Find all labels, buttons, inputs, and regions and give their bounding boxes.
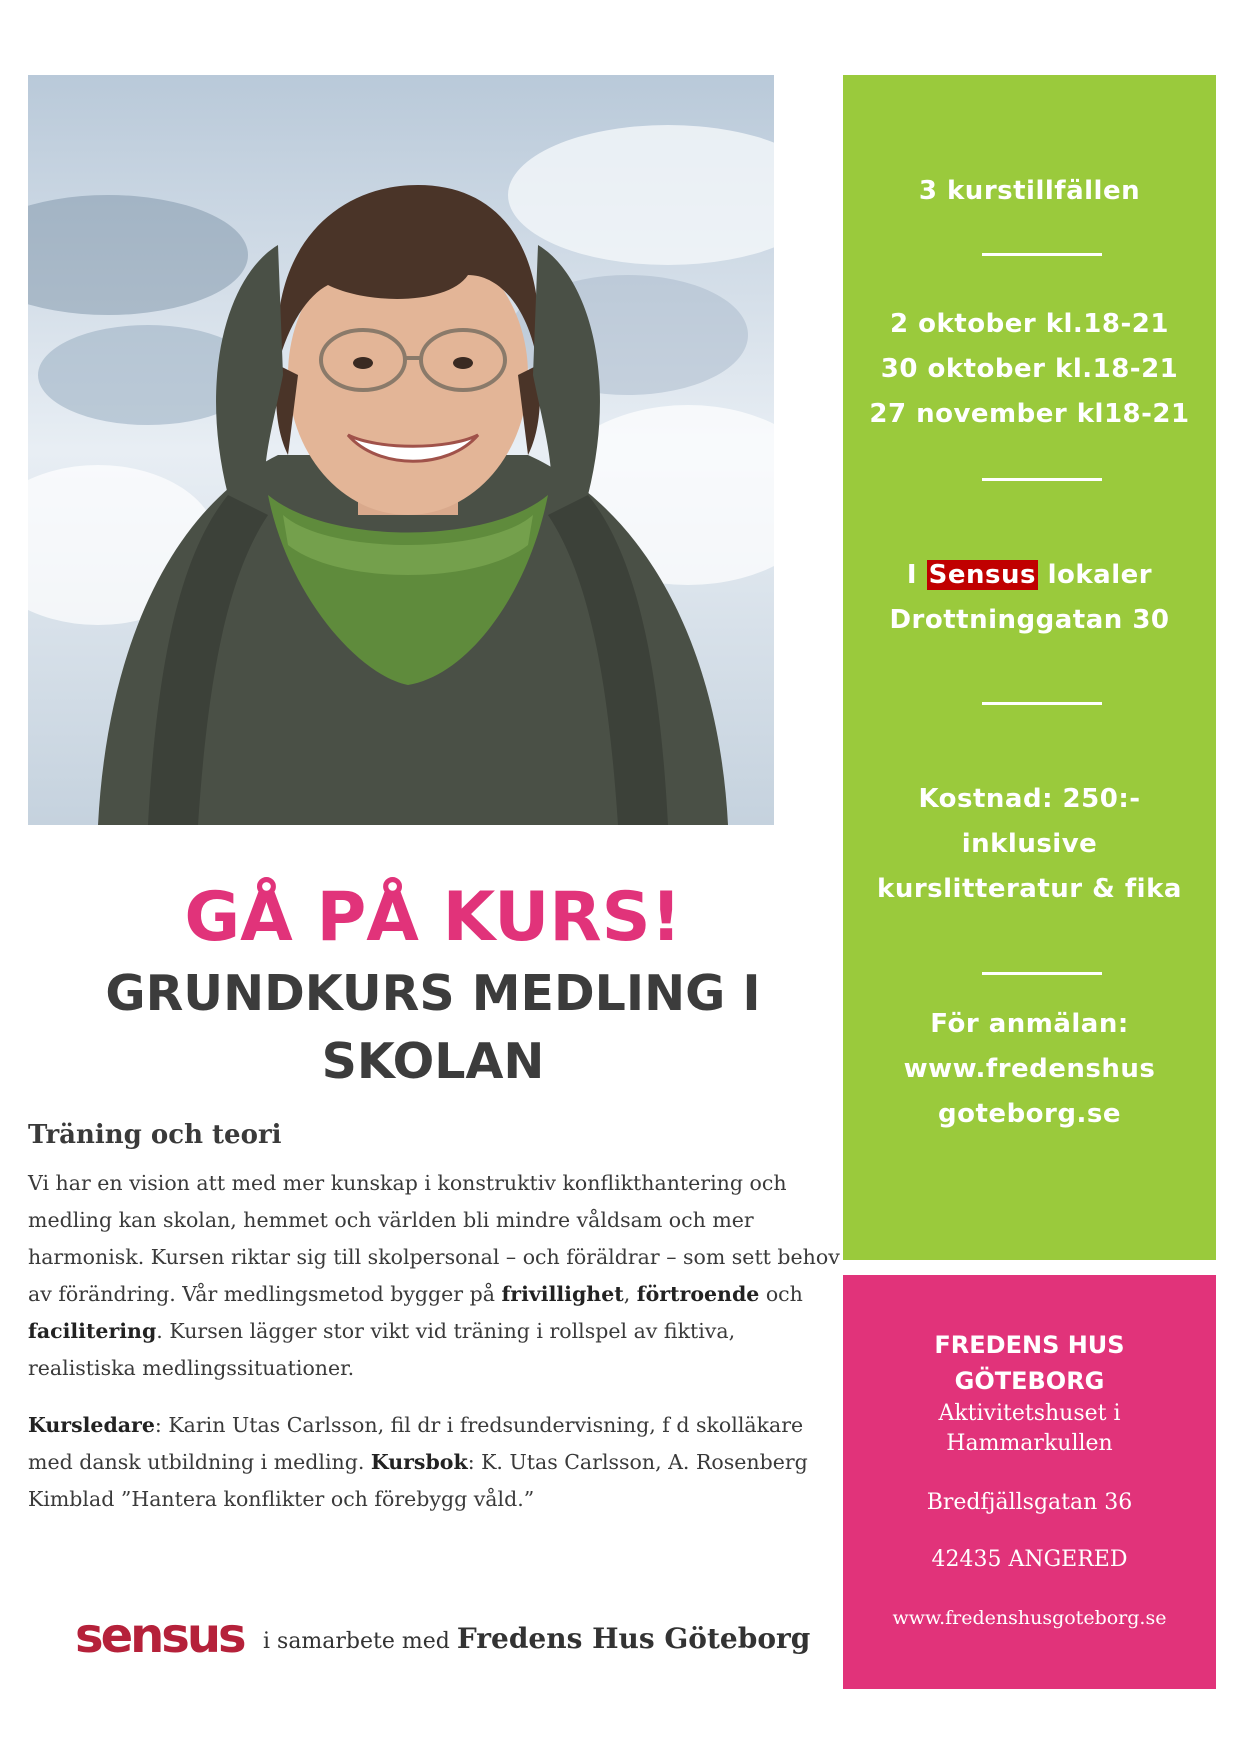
section-title: Träning och teori [28, 1120, 282, 1150]
portrait-photo [28, 75, 774, 825]
date-item: 2 oktober kl.18-21 [890, 309, 1169, 339]
divider [982, 972, 1102, 975]
text-run: och [759, 1282, 803, 1306]
signup-link-line[interactable]: goteborg.se [938, 1099, 1121, 1129]
location-prefix: I [906, 560, 918, 590]
postal-address: 42435 ANGERED [931, 1547, 1128, 1572]
date-item: 30 oktober kl.18-21 [880, 354, 1179, 384]
street-address: Bredfjällsgatan 36 [926, 1490, 1133, 1515]
divider [982, 478, 1102, 481]
subheadline-line: GRUNDKURS MEDLING I [105, 965, 761, 1022]
website-link[interactable]: www.fredenshusgoteborg.se [892, 1607, 1167, 1629]
cost [843, 777, 1216, 912]
text-run: , [623, 1282, 637, 1306]
sessions-count: 3 kurstillfällen [918, 176, 1141, 206]
signup [843, 1002, 1216, 1137]
org-name-line: GÖTEBORG [954, 1367, 1105, 1395]
place [843, 1399, 1216, 1459]
description-paragraph [28, 1165, 843, 1387]
cost-line: Kostnad: 250:- [918, 784, 1141, 814]
emphasis: facilitering [28, 1319, 157, 1343]
cost-line: inklusive [961, 829, 1098, 859]
leader-text: : Karin Utas Carlsson, fil dr i fredsundervisning, f d skolläkare med dansk utbildning i medling. [28, 1413, 804, 1474]
collab-text: i samarbete med [263, 1629, 450, 1654]
text-run: . Kursen lägger stor vikt vid träning i rollspel av fiktiva, realistiska medlingssituationer. [28, 1319, 736, 1380]
location [843, 553, 1216, 643]
dates-list [843, 302, 1216, 437]
partner-name: Fredens Hus Göteborg [456, 1622, 811, 1655]
leader-paragraph [28, 1407, 843, 1518]
location-suffix: lokaler [1047, 560, 1153, 590]
org-name [843, 1327, 1216, 1399]
collaboration-note [263, 1622, 810, 1655]
contact-panel [843, 1275, 1216, 1689]
org-name-line: FREDENS HUS [934, 1331, 1125, 1359]
divider [982, 253, 1102, 256]
subheadline-line: SKOLAN [321, 1033, 545, 1090]
location-street: Drottninggatan 30 [889, 605, 1170, 635]
signup-label: För anmälan: [930, 1009, 1129, 1039]
course-info-panel [843, 75, 1216, 1260]
headline: GÅ PÅ KURS! [184, 878, 682, 957]
emphasis: förtroende [636, 1282, 760, 1306]
place-line: Aktivitetshuset i [938, 1401, 1121, 1426]
location-line [843, 553, 1216, 598]
book-text: : K. Utas Carlsson, A. Rosenberg Kimblad ”Hantera konflikter och förebygg våld.” [28, 1450, 808, 1511]
leader-label: Kursledare [28, 1413, 155, 1437]
emphasis: frivillighet [501, 1282, 624, 1306]
text-run: Vi har en vision att med mer kunskap i konstruktiv konflikthantering och medling kan skolan, hemmet och världen bli mindre våldsam och mer harmonisk. Kursen riktar sig till skolpersonal – och föräldrar – som sett behov av förändring. Vår medlingsmetod bygger på [28, 1171, 840, 1306]
sensus-logo: sensus [75, 1608, 244, 1664]
signup-link-line[interactable]: www.fredenshus [903, 1054, 1156, 1084]
book-label: Kursbok [370, 1450, 468, 1474]
footer [75, 1608, 835, 1668]
place-line: Hammarkullen [946, 1431, 1113, 1456]
portrait-illustration [28, 75, 774, 825]
sensus-highlight: Sensus [928, 560, 1037, 590]
cost-line: kurslitteratur & fika [877, 874, 1182, 904]
subheadline [28, 960, 838, 1096]
date-item: 27 november kl18-21 [869, 399, 1190, 429]
divider [982, 702, 1102, 705]
